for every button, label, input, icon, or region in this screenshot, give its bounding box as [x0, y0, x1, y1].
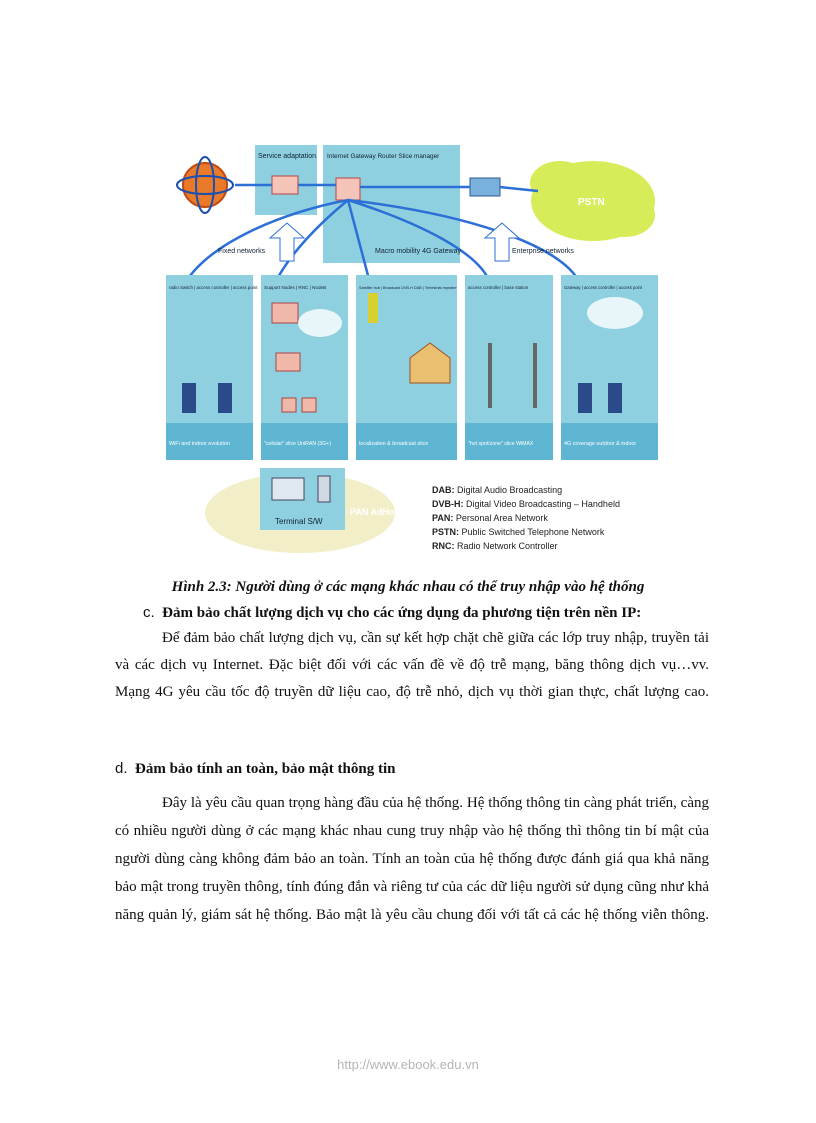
internet-label: Worldwide Internet	[172, 218, 239, 227]
slice-label-5: 4G coverage outdoor & indoor	[564, 441, 637, 447]
section-d-body: Đây là yêu cầu quan trọng hàng đầu của hệ thống. Hệ thống thông tin càng phát triển, càng có nhiều người dùng ở các mạng khác nhau cung truy nhập vào hệ thống thì thông tin bí mật của người dùng càng không đảm bảo an toàn. Tính an toàn của hệ thống được đánh giá qua khả năng bảo mật trong truyền thông, tính đúng đắn và riêng tư của các dữ liệu người sử dụng cũng như khả năng quản lý, giám sát hệ thống. Bảo mật là yêu cầu chung đối với tất cả các hệ thống viễn thông.	[115, 795, 709, 923]
figure-caption: Hình 2.3: Người dùng ở các mạng khác nhau có thể truy nhập vào hệ thống	[171, 579, 645, 595]
slice-label-4: "hot spot/zone" slice WiMAX	[468, 441, 534, 447]
legend-abbr: DAB:	[432, 485, 455, 495]
slice-label-3: localization & broadcast slice	[359, 441, 429, 447]
service-label: Service adaptation	[258, 153, 316, 160]
legend-text: Personal Area Network	[455, 513, 548, 523]
legend-abbr: PAN:	[432, 513, 454, 523]
legend-abbr: DVB-H:	[432, 499, 464, 509]
section-d-marker: d.	[115, 760, 128, 777]
globe-icon	[183, 163, 227, 207]
phone-icon	[318, 476, 330, 502]
fixed-networks-label: Fixed networks	[218, 248, 266, 255]
legend-abbr: PSTN:	[432, 527, 459, 537]
legend-text: Digital Video Broadcasting – Handheld	[466, 499, 620, 509]
laptop-icon	[272, 478, 304, 500]
section-d-title: Đảm bảo tính an toàn, bảo mật thông tin	[135, 761, 396, 777]
section-c-marker: c.	[143, 604, 155, 621]
fixed-arrow	[270, 223, 304, 261]
svg-text:RNC: Radio Network Controller	[432, 541, 558, 551]
section-c-heading	[143, 604, 641, 622]
section-c-title: Đảm bảo chất lượng dịch vụ cho các ứng dụng đa phương tiện trên nền IP:	[162, 605, 642, 621]
pstn-label: PSTN	[578, 197, 605, 208]
service-device-icon	[272, 176, 298, 194]
footer-url: http://www.ebook.edu.vn	[337, 1057, 479, 1072]
section-c-body: Để đảm bảo chất lượng dịch vụ, cần sự kết hợp chặt chẽ giữa các lớp truy nhập, truyền tải và các dịch vụ Internet. Đặc biệt đối với các vấn đề về độ trễ mạng, băng thông dịch vụ…vv. Mạng 4G yêu cầu tốc độ truyền dữ liệu cao, độ trễ nhỏ, dịch vụ thời gian thực, chất lượng cao.	[115, 630, 709, 700]
slice-devices-1: radio Switch | access controller | access point	[169, 285, 258, 290]
legend-text: Public Switched Telephone Network	[461, 527, 605, 537]
pan-label: PAN AdHoc	[350, 507, 400, 517]
pstn-switch-icon	[470, 178, 500, 196]
section-d-paragraph	[115, 789, 709, 929]
section-d-heading	[115, 760, 395, 778]
network-diagram	[160, 143, 660, 570]
slice-label-2: "cellular" slice UniRAN (3G+)	[264, 441, 331, 447]
svg-text:DVB-H: Digital Video Broadcast	[432, 499, 620, 509]
legend-abbr: RNC:	[432, 541, 455, 551]
legend	[432, 485, 620, 551]
svg-text:PSTN: Public Switched Telephon	[432, 527, 605, 537]
slice-label-1: WiFi and indoor evolution	[169, 441, 230, 447]
svg-text:PAN: Personal Area Network	[432, 513, 548, 523]
gateway-device-icon	[336, 178, 360, 200]
slice-devices-2: Support Nodes | RNC | NodeB	[264, 285, 327, 290]
slice-devices-3: Satellite hub | Broadcast DVB-H DAB | Terrestrial repeater	[359, 286, 457, 290]
terminal-label: Terminal S/W	[275, 517, 323, 526]
slice-devices-5: Gateway | access controller | access point	[564, 285, 643, 290]
enterprise-networks-label: Enterprise networks	[512, 248, 574, 255]
macro-label: Macro mobility 4G Gateway	[375, 248, 461, 255]
legend-text: Digital Audio Broadcasting	[457, 485, 563, 495]
legend-text: Radio Network Controller	[457, 541, 558, 551]
section-c-paragraph	[115, 625, 709, 706]
slice-devices-4: access controller | base station	[468, 285, 529, 290]
svg-text:DAB: Digital Audio Broadcastin	[432, 485, 562, 495]
core-label: Internet Gateway Router Slice manager	[327, 153, 440, 160]
